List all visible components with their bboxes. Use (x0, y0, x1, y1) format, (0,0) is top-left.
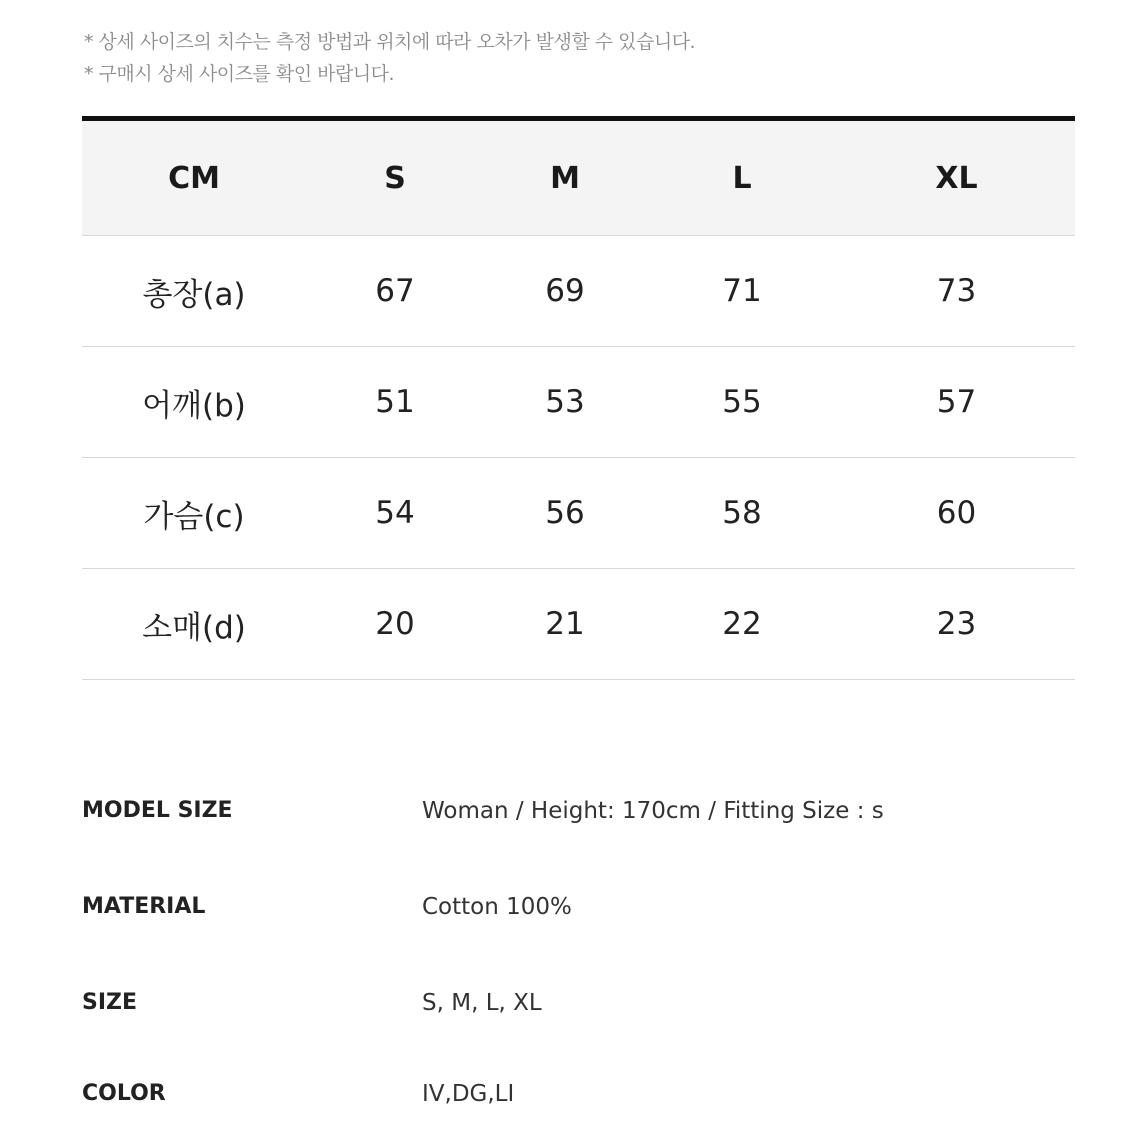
table-cell: 22 (646, 569, 838, 680)
row-label: 소매(d) (82, 569, 306, 680)
table-cell: 69 (484, 236, 646, 347)
spec-label: MATERIAL (82, 894, 206, 919)
table-cell: 57 (838, 347, 1075, 458)
table-cell: 55 (646, 347, 838, 458)
size-header-xl: XL (838, 119, 1075, 236)
table-cell: 56 (484, 458, 646, 569)
table-row-length (82, 236, 1075, 347)
table-cell: 53 (484, 347, 646, 458)
table-cell: 54 (306, 458, 484, 569)
table-cell: 23 (838, 569, 1075, 680)
table-cell: 60 (838, 458, 1075, 569)
spec-material (82, 887, 1042, 927)
measurement-note: * 상세 사이즈의 치수는 측정 방법과 위치에 따라 오차가 발생할 수 있습니다. (84, 31, 696, 53)
spec-value: S, M, L, XL (422, 990, 542, 1016)
table-row-sleeve (82, 569, 1075, 680)
spec-size (82, 983, 1042, 1023)
table-header-row (82, 119, 1075, 236)
spec-label: MODEL SIZE (82, 798, 233, 823)
size-header-m: M (484, 119, 646, 236)
table-cell: 51 (306, 347, 484, 458)
table-cell: 20 (306, 569, 484, 680)
table-row-shoulder (82, 347, 1075, 458)
row-label: 총장(a) (82, 236, 306, 347)
table-cell: 73 (838, 236, 1075, 347)
table-cell: 58 (646, 458, 838, 569)
spec-label: SIZE (82, 990, 138, 1015)
spec-value: Cotton 100% (422, 894, 572, 920)
spec-color (82, 1074, 1042, 1114)
table-cell: 71 (646, 236, 838, 347)
row-label: 가슴(c) (82, 458, 306, 569)
confirm-size-note: * 구매시 상세 사이즈를 확인 바랍니다. (84, 63, 395, 85)
spec-value: IV,DG,LI (422, 1081, 515, 1107)
size-notes (84, 26, 695, 90)
table-row-chest (82, 458, 1075, 569)
spec-label: COLOR (82, 1081, 166, 1106)
spec-model-size (82, 791, 1042, 831)
table-cell: 67 (306, 236, 484, 347)
row-label: 어깨(b) (82, 347, 306, 458)
unit-header: CM (82, 119, 306, 236)
size-header-s: S (306, 119, 484, 236)
spec-value: Woman / Height: 170cm / Fitting Size : s (422, 798, 884, 824)
size-table (82, 116, 1075, 680)
size-header-l: L (646, 119, 838, 236)
table-cell: 21 (484, 569, 646, 680)
